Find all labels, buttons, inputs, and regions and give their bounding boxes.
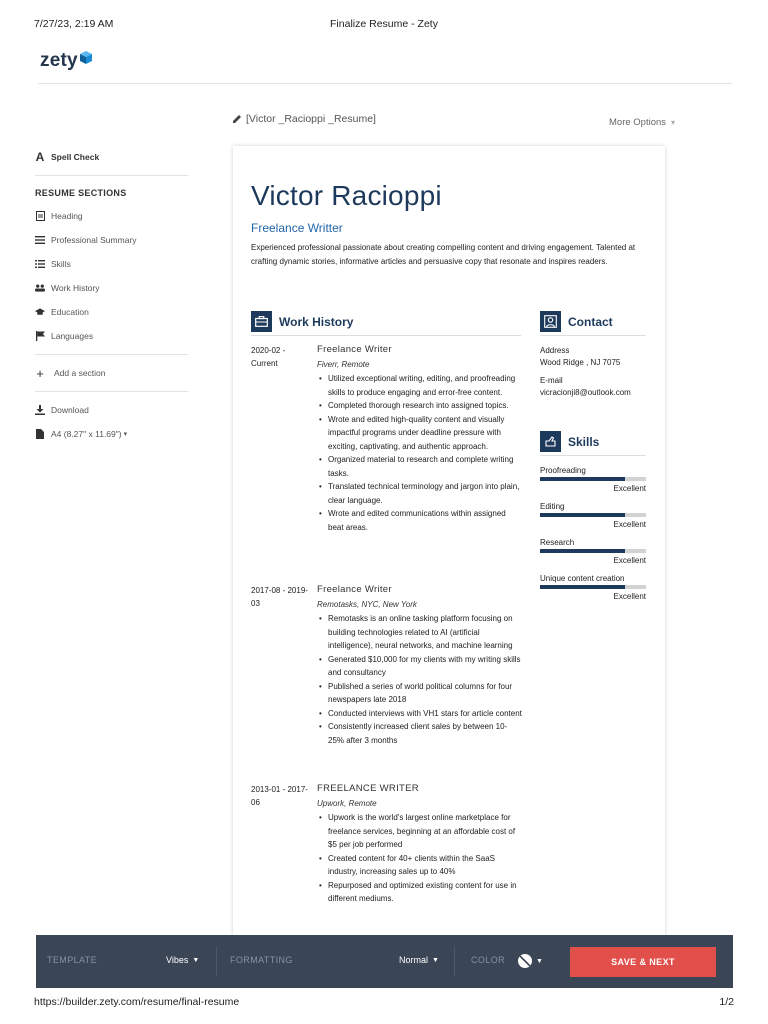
skill-item (540, 466, 646, 493)
skill-bar (540, 549, 646, 553)
sidebar-item-work-history[interactable] (35, 276, 189, 300)
briefcase-icon (251, 311, 272, 332)
job-bullets (317, 811, 523, 906)
contact-details (540, 345, 646, 399)
skills-title: Skills (568, 434, 600, 449)
lines-icon (35, 235, 45, 245)
sidebar-divider (35, 175, 188, 176)
job-bullet: • Utilized exceptional writing, editing, and proofreading skills to produce engaging and error-free content. (317, 372, 523, 399)
skill-bar-fill (540, 513, 625, 517)
sidebar-item-label: Heading (51, 211, 83, 221)
toolbar-divider (216, 947, 217, 976)
address-value: Wood Ridge , NJ 7075 (540, 358, 621, 367)
job-title: FREELANCE WRITER (317, 783, 419, 794)
job-bullet: • Generated $10,000 for my clients with my writing skills and consultancy (317, 653, 523, 680)
spell-check-button[interactable] (35, 148, 189, 166)
contact-heading (540, 311, 613, 332)
job-bullet: • Upwork is the world's largest online marketplace for freelance services, beginning at an affordable cost of $5 per job performed (317, 811, 523, 852)
job-bullets (317, 612, 523, 747)
sidebar-divider (35, 354, 188, 355)
toolbar-divider (454, 947, 455, 976)
plus-icon: + (36, 365, 44, 381)
print-page-number: 1/2 (719, 996, 734, 1008)
header-divider (38, 83, 732, 84)
job-dates: 2017-08 - 2019-03 (251, 586, 308, 608)
list-icon (35, 259, 45, 269)
skill-level: Excellent (613, 484, 646, 493)
sidebar-item-label: Education (51, 307, 89, 317)
work-history-heading (251, 311, 353, 332)
email-value: vicracionji8@outlook.com (540, 388, 631, 397)
skill-name: Unique content creation (540, 574, 625, 583)
graduation-cap-icon (35, 307, 45, 317)
sidebar-item-heading[interactable] (35, 204, 189, 228)
job-bullet: • Organized material to research and complete writing tasks. (317, 453, 523, 480)
skill-level: Excellent (613, 556, 646, 565)
save-next-button[interactable]: SAVE & NEXT (570, 947, 716, 977)
bottom-toolbar (36, 935, 733, 988)
skill-bar-fill (540, 477, 625, 481)
template-label: TEMPLATE (47, 955, 98, 965)
address-label: Address (540, 346, 570, 355)
skills-heading (540, 431, 599, 452)
skill-name: Research (540, 538, 575, 547)
formatting-select[interactable] (399, 955, 439, 965)
flag-icon (35, 331, 45, 341)
skill-bar (540, 477, 646, 481)
skill-bar (540, 585, 646, 589)
skill-level: Excellent (613, 592, 646, 601)
paper-size-select[interactable] (35, 422, 189, 446)
chevron-down-icon: ▾ (671, 118, 676, 127)
resume-preview[interactable] (233, 146, 665, 936)
more-options-label: More Options (609, 117, 667, 128)
skill-bar (540, 513, 646, 517)
formatting-value: Normal (399, 955, 429, 965)
work-history-title: Work History (279, 314, 354, 329)
print-datetime: 7/27/23, 2:19 AM (34, 18, 114, 30)
skill-item (540, 574, 646, 601)
skills-divider (540, 455, 646, 456)
skill-item (540, 502, 646, 529)
job-bullet: • Completed thorough research into assigned topics. (317, 399, 523, 413)
print-title: Finalize Resume - Zety (330, 18, 438, 30)
skill-bar-fill (540, 549, 625, 553)
logo-text: zety (40, 50, 78, 71)
resume-name: Victor Racioppi (251, 180, 442, 211)
job-dates: 2013-01 - 2017-06 (251, 785, 308, 807)
job-bullet: • Wrote and edited communications within assigned beat areas. (317, 507, 523, 534)
job-bullet: • Repurposed and optimized existing content for use in different mediums. (317, 879, 523, 906)
sidebar-item-professional-summary[interactable] (35, 228, 189, 252)
chevron-down-icon: ▾ (123, 431, 128, 438)
contact-title: Contact (568, 314, 613, 329)
add-section-button[interactable] (35, 361, 189, 385)
caret-down-icon: ▼ (536, 957, 543, 965)
resume-sections-heading: RESUME SECTIONS (35, 188, 127, 198)
sidebar-divider (35, 391, 188, 392)
zety-logo[interactable] (40, 48, 92, 74)
sidebar-item-languages[interactable] (35, 324, 189, 348)
sidebar (35, 148, 189, 446)
caret-down-icon: ▼ (432, 956, 439, 964)
job-bullet: • Wrote and edited high-quality content and visually impactful programs under deadline pressure with exciting, captivating, and authentic approach. (317, 413, 523, 454)
sidebar-item-label: Work History (51, 283, 100, 293)
skill-item (540, 538, 646, 565)
print-footer (34, 996, 734, 1010)
download-icon (35, 405, 45, 415)
job-bullet: • Published a series of world political columns for four newspapers late 2018 (317, 680, 523, 707)
template-select[interactable] (166, 955, 199, 965)
caret-down-icon: ▼ (192, 956, 200, 964)
users-icon (35, 283, 45, 293)
color-label: COLOR (471, 955, 506, 965)
pencil-icon (232, 114, 242, 124)
no-color-icon (517, 953, 533, 969)
logo-cube-icon (80, 51, 92, 65)
job-bullet: • Translated technical terminology and jargon into plain, clear language. (317, 480, 523, 507)
add-section-label: Add a section (54, 368, 106, 378)
sidebar-item-label: Skills (51, 259, 71, 269)
skill-name: Editing (540, 502, 565, 511)
skill-name: Proofreading (540, 466, 586, 475)
job-bullet: • Conducted interviews with VH1 stars for article content (317, 707, 523, 721)
print-header (34, 18, 734, 32)
work-history-divider (251, 335, 521, 336)
email-label: E-mail (540, 376, 563, 385)
contact-divider (540, 335, 646, 336)
job-bullet: • Consistently increased client sales by between 10-25% after 3 months (317, 720, 523, 747)
job-bullets (317, 372, 523, 534)
page-icon (35, 429, 45, 439)
spell-check-label: Spell Check (51, 152, 100, 162)
paper-size-label: A4 (8.27" x 11.69") (51, 429, 122, 439)
resume-filename[interactable] (232, 113, 376, 125)
job-title: Freelance Writer (317, 584, 392, 595)
print-url: https://builder.zety.com/resume/final-resume (34, 996, 240, 1008)
job-bullet: • Created content for 40+ clients within the SaaS industry, increasing sales up to 40% (317, 852, 523, 879)
filename-text: [Victor _Racioppi _Resume] (246, 113, 376, 125)
download-label: Download (51, 405, 89, 415)
resume-job-title: Freelance Writter (251, 221, 343, 235)
job-company: Upwork, Remote (317, 799, 377, 808)
formatting-label: FORMATTING (230, 955, 293, 965)
document-icon (35, 211, 45, 221)
job-dates: 2020-02 - Current (251, 346, 286, 368)
job-company: Remotasks, NYC, New York (317, 600, 417, 609)
job-bullet: • Remotasks is an online tasking platform focusing on building technologies related to AI (artificial intelligence), neural networks, and machine learning (317, 612, 523, 653)
sidebar-item-skills[interactable] (35, 252, 189, 276)
skill-bar-fill (540, 585, 625, 589)
skill-level: Excellent (613, 520, 646, 529)
sidebar-item-label: Professional Summary (51, 235, 137, 245)
skills-hand-icon (540, 431, 561, 452)
color-picker[interactable] (517, 953, 543, 969)
sidebar-item-education[interactable] (35, 300, 189, 324)
user-icon (540, 311, 561, 332)
more-options-button[interactable] (609, 117, 675, 128)
download-button[interactable] (35, 398, 189, 422)
job-title: Freelance Writer (317, 344, 392, 355)
sidebar-item-label: Languages (51, 331, 94, 341)
job-company: Fiverr, Remote (317, 360, 370, 369)
resume-summary: Experienced professional passionate about creating compelling content and driving engagement. Talented at crafting dynamic stories, informative articles and persuasive copy that resonate and inspires readers. (251, 243, 636, 266)
template-value: Vibes (166, 955, 189, 965)
spell-check-icon: A (35, 150, 45, 164)
